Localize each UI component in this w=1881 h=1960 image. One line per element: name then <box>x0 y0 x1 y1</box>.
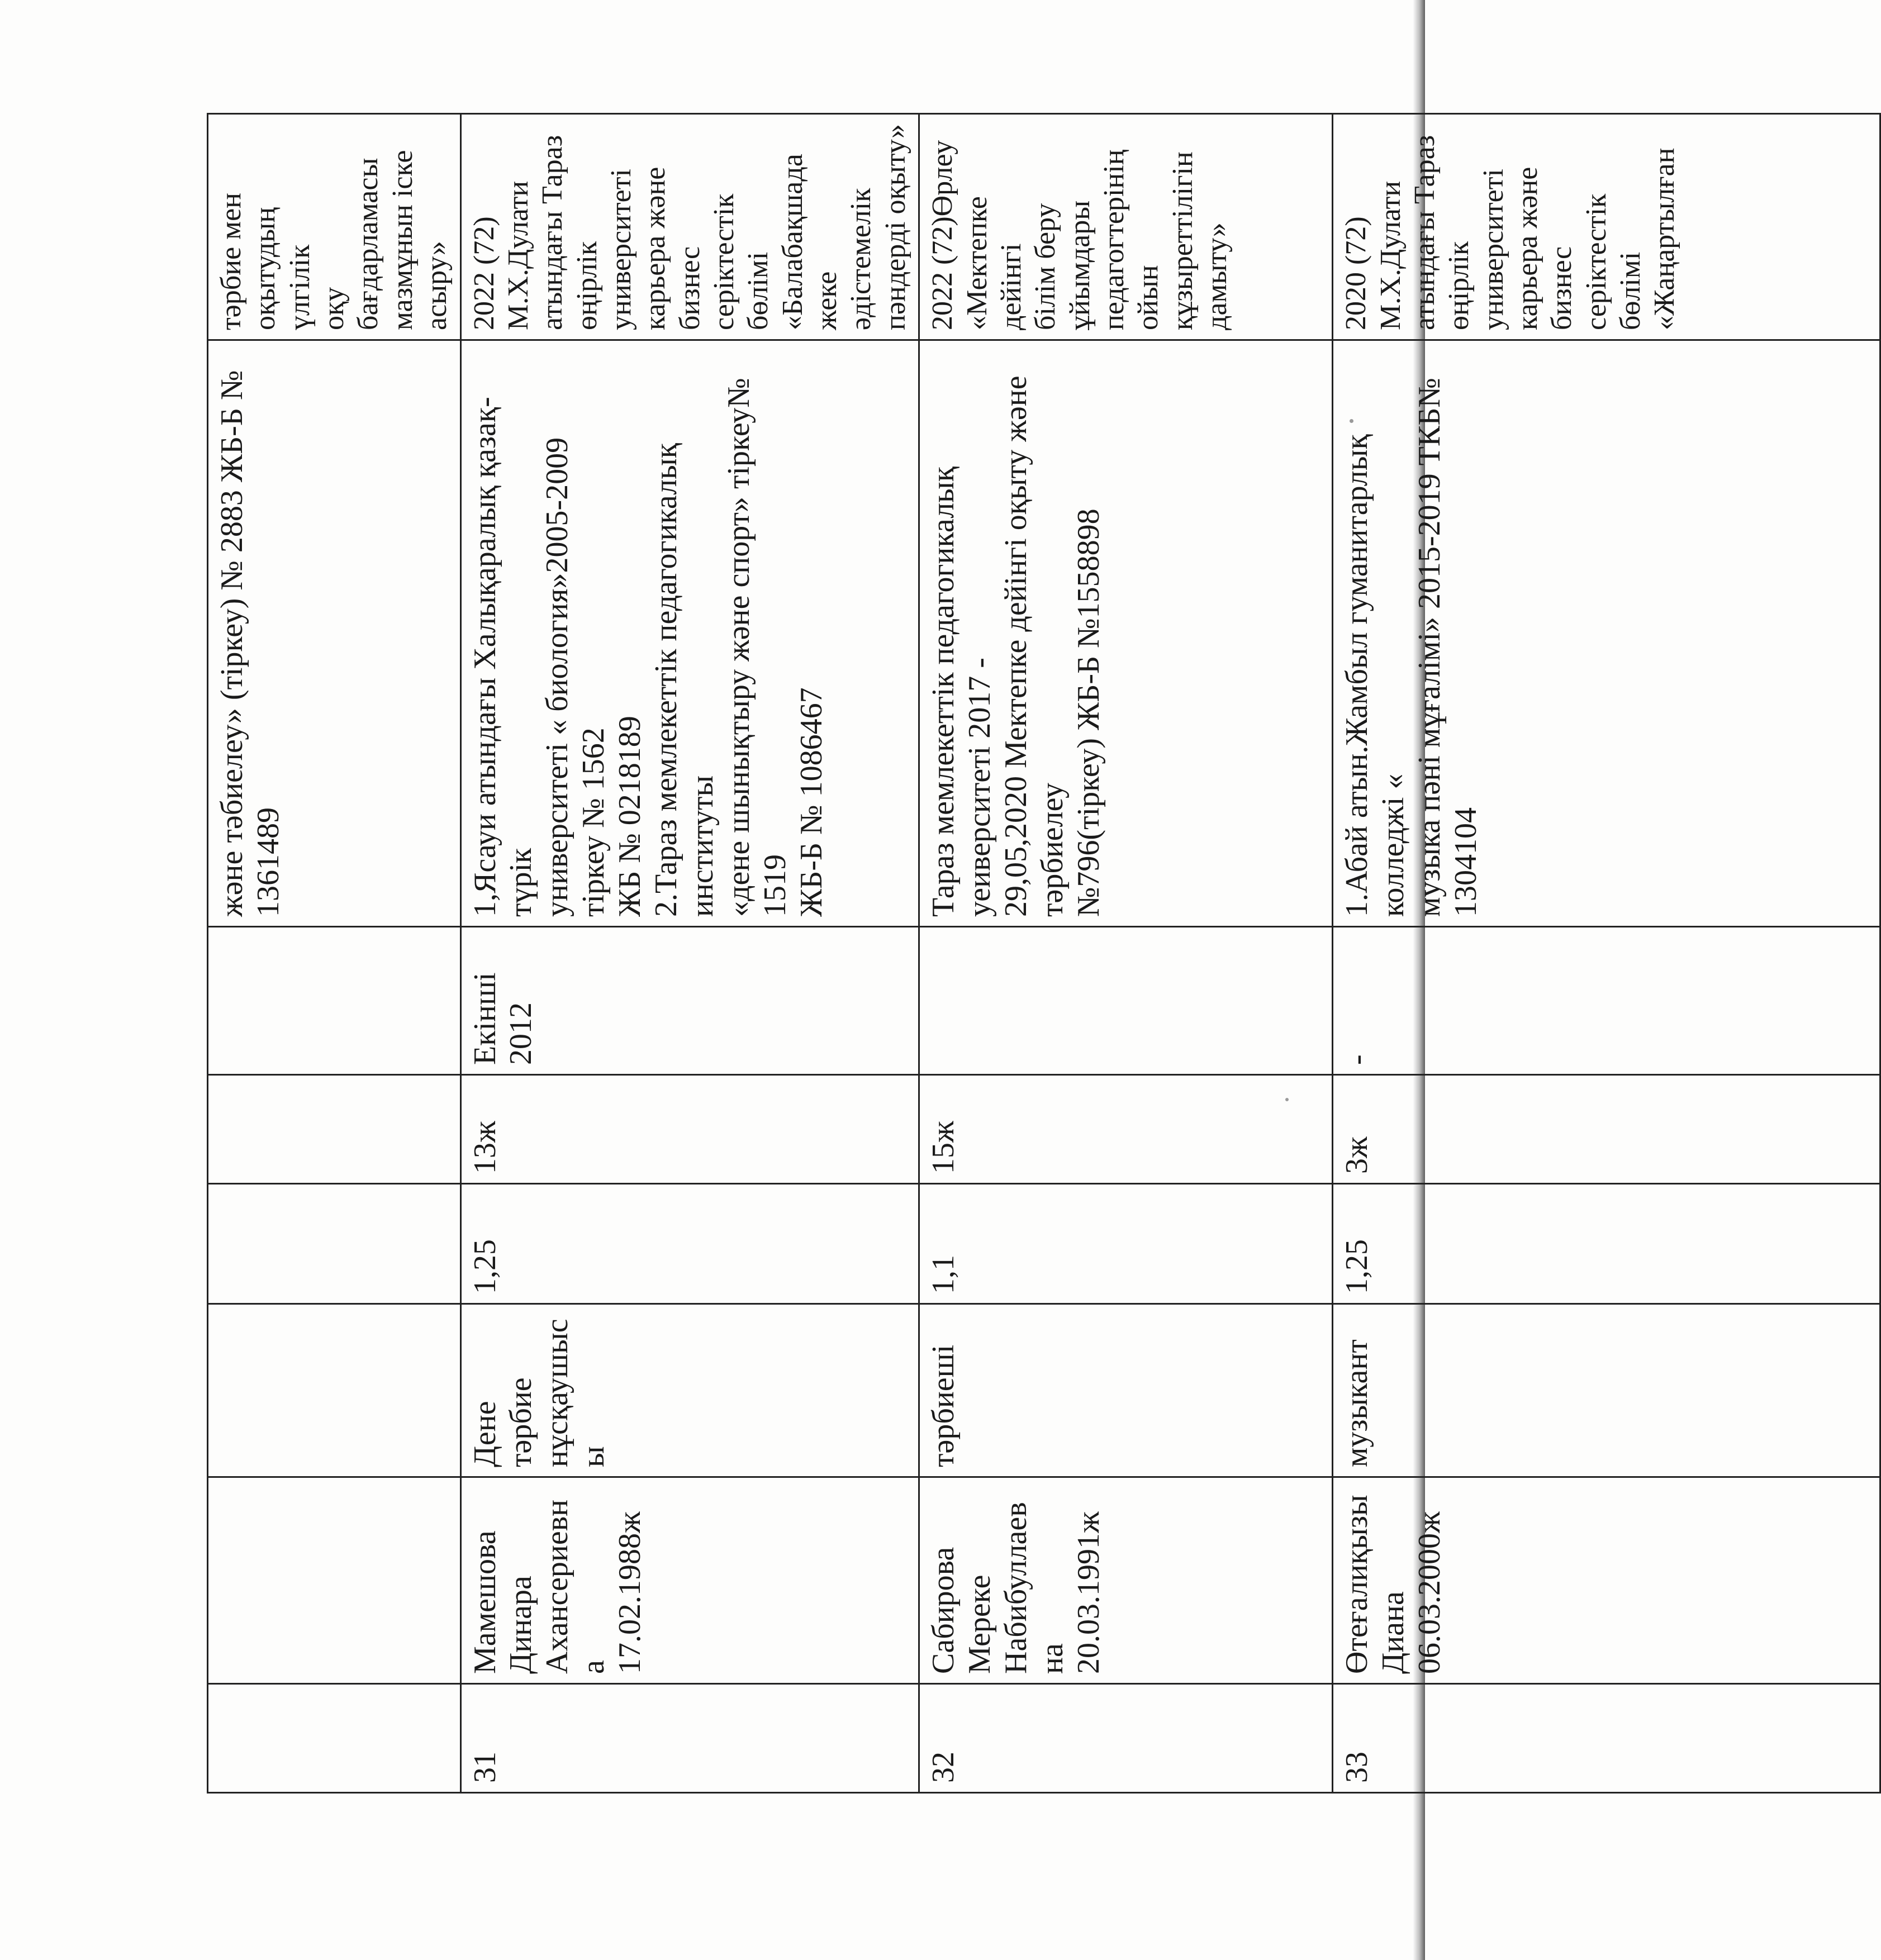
cell-name <box>208 1477 461 1684</box>
cell-name: Мамешова Динара Ахансериевна 17.02.1988ж <box>460 1477 919 1684</box>
cell-rate: 1,1 <box>919 1184 1333 1304</box>
cell-rate: 1,25 <box>1333 1184 1880 1304</box>
cell-courses: 2022 (72) М.Х.Дулати атындағы Тараз өңірлік университеті карьера және бизнес серіктестік бөлімі «Балабақшада жеке әдістемелік пәндерді оқыту» <box>460 114 919 340</box>
table-row <box>919 114 1333 1793</box>
cell-courses: тәрбие мен оқытудың үлгілік оқу бағдарламасы мазмұнын іске асыру» <box>208 114 461 340</box>
cell-position: тәрбиеші <box>919 1304 1333 1477</box>
cell-category <box>208 927 461 1075</box>
cell-number: 31 <box>460 1684 919 1793</box>
cell-education: 1.Абай атын.Жамбыл гуманитарлық колледжі « музыка пәні мұғалімі» 2015-2019 ТКБ№ 1304104 <box>1333 340 1880 927</box>
cell-experience: 13ж <box>460 1075 919 1184</box>
cell-experience: 15ж <box>919 1075 1333 1184</box>
table-row <box>460 114 919 1793</box>
cell-education: 1,Ясауи атындағы Халықаралық қазақ-түрік университеті « биология»2005-2009 тіркеу № 1562 ЖБ № 0218189 2.Тараз мемлекеттік педагогикалық институты «дене шынықтыру және спорт» тіркеу№ 1519 ЖБ-Б № 1086467 <box>460 340 919 927</box>
cell-category: Екінші 2012 <box>460 927 919 1075</box>
cell-name: Өтеғалиқызы Диана 06.03.2000ж <box>1333 1477 1880 1684</box>
cell-category <box>919 927 1333 1075</box>
cell-number <box>208 1684 461 1793</box>
cell-education: Тараз мемлекеттік педагогикалық уеиверситеті 2017 - 29,05,2020 Мектепке дейінгі оқыту және тәрбиелеу №796(тіркеу) ЖБ-Б №1558898 <box>919 340 1333 927</box>
cell-position <box>208 1304 461 1477</box>
cell-education: және тәбиелеу» (тіркеу) № 2883 ЖБ-Б № 1361489 <box>208 340 461 927</box>
cell-courses: 2022 (72)Өрлеу «Мектепке дейінгі білім беру ұйымдары педагогтерінің ойын құзыреттілігін дамыту» <box>919 114 1333 340</box>
cell-position: музыкант <box>1333 1304 1880 1477</box>
cell-number: 32 <box>919 1684 1333 1793</box>
cell-number: 33 <box>1333 1684 1880 1793</box>
cell-category: - <box>1333 927 1880 1075</box>
table-row <box>1333 114 1880 1793</box>
cell-courses: 2020 (72) М.Х.Дулати атындағы Тараз өңірлік университеті карьера және бизнес серіктестік бөлімі «Жаңартылған <box>1333 114 1880 340</box>
cell-rate: 1,25 <box>460 1184 919 1304</box>
cell-rate <box>208 1184 461 1304</box>
cell-name: Сабирова Мереке Набибуллаев на 20.03.1991ж <box>919 1477 1333 1684</box>
cell-position: Дене тәрбие нұсқаушыс ы <box>460 1304 919 1477</box>
table-row <box>208 114 461 1793</box>
rotated-table-container <box>207 115 1805 1794</box>
cell-experience <box>208 1075 461 1184</box>
cell-experience: 3ж <box>1333 1075 1880 1184</box>
staff-roster-table <box>207 113 1881 1794</box>
